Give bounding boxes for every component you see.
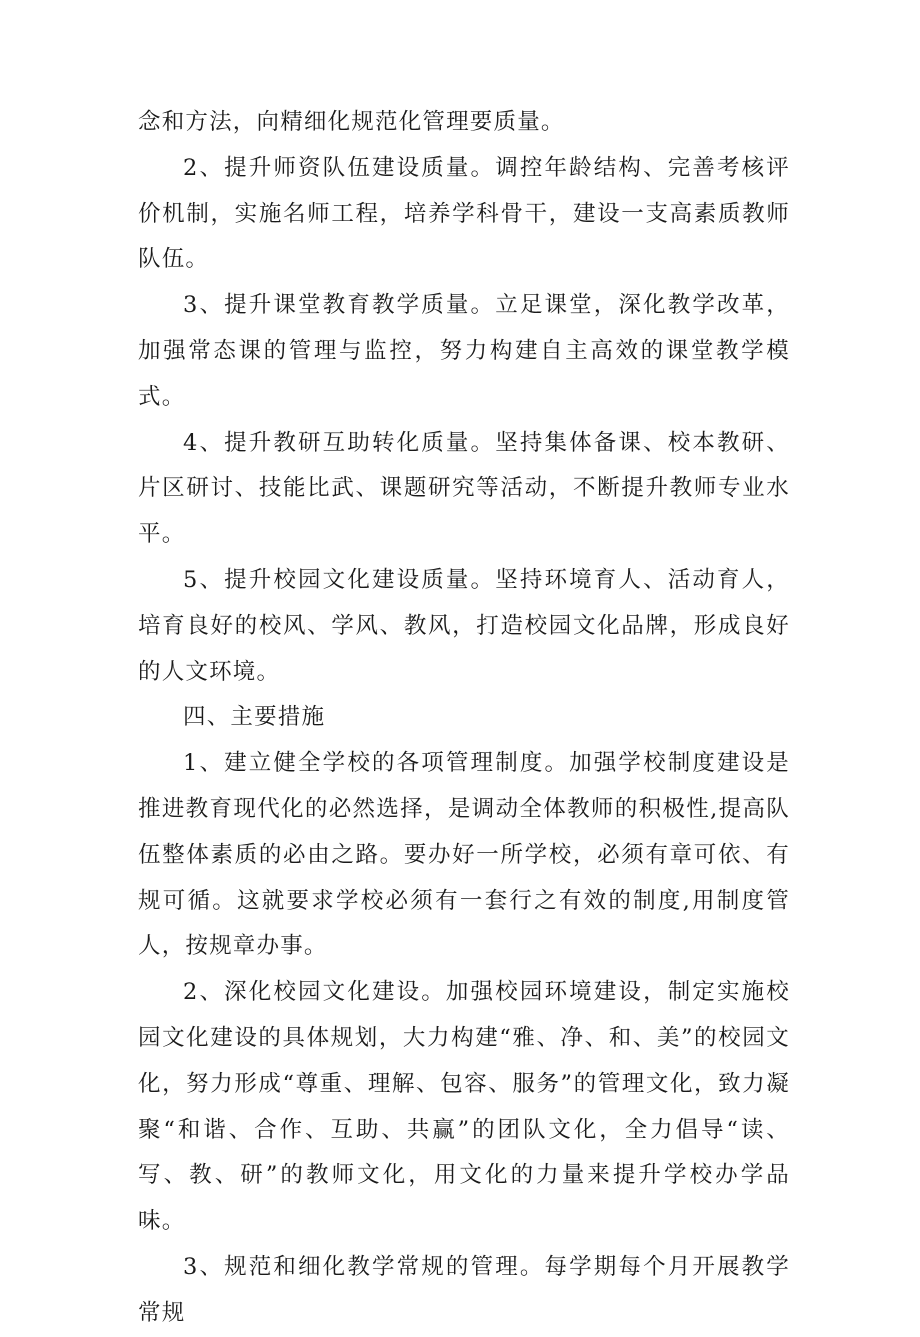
paragraph-classroom-teaching: 3、提升课堂教育教学质量。立足课堂，深化教学改革，加强常态课的管理与监控，努力构建自主高效的课堂教学模式。 bbox=[138, 292, 790, 410]
section-heading-main-measures: 四、主要措施 bbox=[183, 704, 326, 731]
paragraph-campus-culture-quality: 5、提升校园文化建设质量。坚持环境育人、活动育人，培育良好的校风、学风、教风，打造校园文化品牌，形成良好的人文环境。 bbox=[138, 566, 790, 685]
paragraph-teacher-team: 2、提升师资队伍建设质量。调控年龄结构、完善考核评价机制，实施名师工程，培养学科骨干，建设一支高素质教师队伍。 bbox=[138, 154, 790, 273]
paragraph-management-system: 1、建立健全学校的各项管理制度。加强学校制度建设是推进教育现代化的必然选择，是调动全体教师的积极性,提高队伍整体素质的必由之路。要办好一所学校，必须有章可依、有规可循。这就要求学校必须有一套行之有效的制度,用制度管人，按规章办事。 bbox=[138, 750, 790, 960]
paragraph-teaching-routine: 3、规范和细化教学常规的管理。每学期每个月开展教学常规 bbox=[138, 1253, 790, 1326]
paragraph-teaching-research: 4、提升教研互助转化质量。坚持集体备课、校本教研、片区研讨、技能比武、课题研究等活动，不断提升教师专业水平。 bbox=[138, 429, 790, 548]
paragraph-deepen-culture: 2、深化校园文化建设。加强校园环境建设，制定实施校园文化建设的具体规划，大力构建“雅、净、和、美”的校园文化，努力形成“尊重、理解、包容、服务”的管理文化，致力凝聚“和谐、合作、互助、共赢”的团队文化，全力倡导“读、写、教、研”的教师文化，用文化的力量来提升学校办学品味。 bbox=[138, 979, 790, 1235]
paragraph-continuation: 念和方法，向精细化规范化管理要质量。 bbox=[138, 109, 565, 135]
document-body bbox=[138, 100, 790, 1337]
